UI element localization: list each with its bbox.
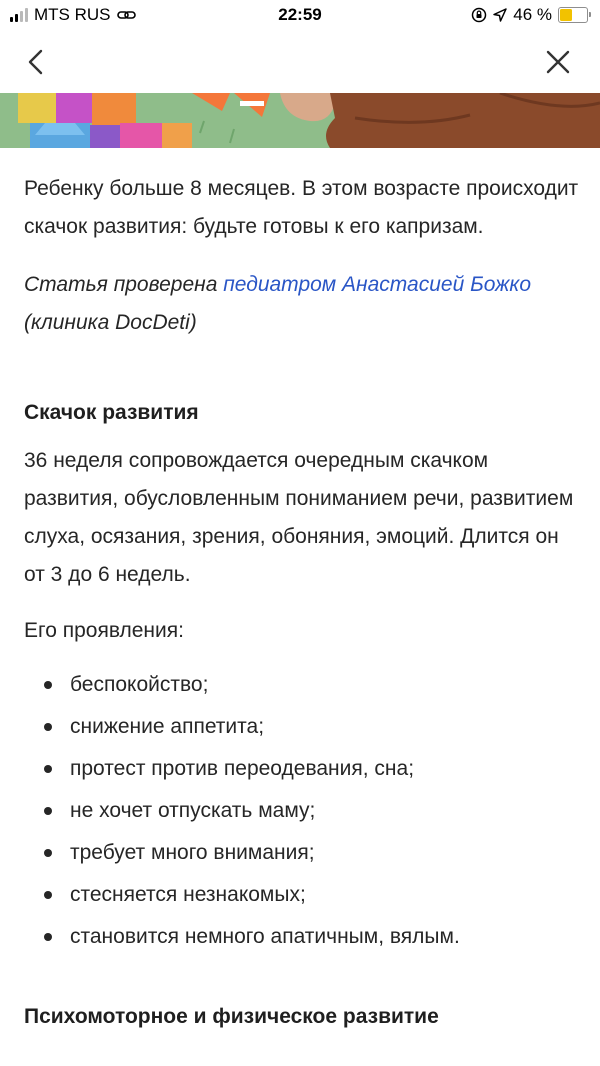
battery-percent: 46 % (513, 5, 552, 24)
section-title-development-leap: Скачок развития (24, 401, 199, 424)
section-title-psychomotor: Психомоторное и физическое развитие (24, 1005, 439, 1028)
list-item: требует много внимания; (24, 832, 580, 874)
status-time: 22:59 (278, 5, 322, 24)
battery-icon (558, 7, 588, 23)
section-text-development-leap: 36 неделя сопровождается очередным скачком развития, обусловленным пониманием речи, развитием слуха, осязания, зрения, обоняния, эмоций. Длится он от 3 до 6 недель. (24, 449, 574, 586)
battery-level (560, 9, 572, 21)
status-right (471, 5, 588, 25)
article-hero-image (0, 93, 600, 148)
article-reviewer (24, 266, 580, 342)
back-button[interactable] (18, 44, 54, 80)
list-item: не хочет отпускать маму; (24, 790, 580, 832)
manifestations-list (24, 664, 580, 958)
location-arrow-icon (493, 8, 507, 22)
list-item: снижение аппетита; (24, 706, 580, 748)
article-content (24, 170, 580, 1036)
nav-bar (0, 34, 600, 90)
reviewer-link[interactable]: педиатром Анастасией Божко (223, 273, 532, 296)
list-item: становится немного апатичным, вялым. (24, 916, 580, 958)
article-intro: Ребенку больше 8 месяцев. В этом возрасте происходит скачок развития: будьте готовы к его капризам. (24, 177, 579, 238)
list-item: стесняется незнакомых; (24, 874, 580, 916)
reviewer-clinic: (клиника DocDeti) (24, 311, 197, 334)
manifestations-label: Его проявления: (24, 619, 184, 642)
list-item: беспокойство; (24, 664, 580, 706)
orientation-lock-icon (471, 7, 487, 23)
hero-illustration (0, 93, 600, 148)
list-item: протест против переодевания, сна; (24, 748, 580, 790)
close-button[interactable] (540, 44, 576, 80)
chevron-left-icon (26, 48, 46, 76)
status-bar (0, 0, 600, 32)
carrier-name: MTS RUS (34, 5, 111, 24)
reviewed-prefix: Статья проверена (24, 273, 224, 296)
close-icon (545, 49, 571, 75)
